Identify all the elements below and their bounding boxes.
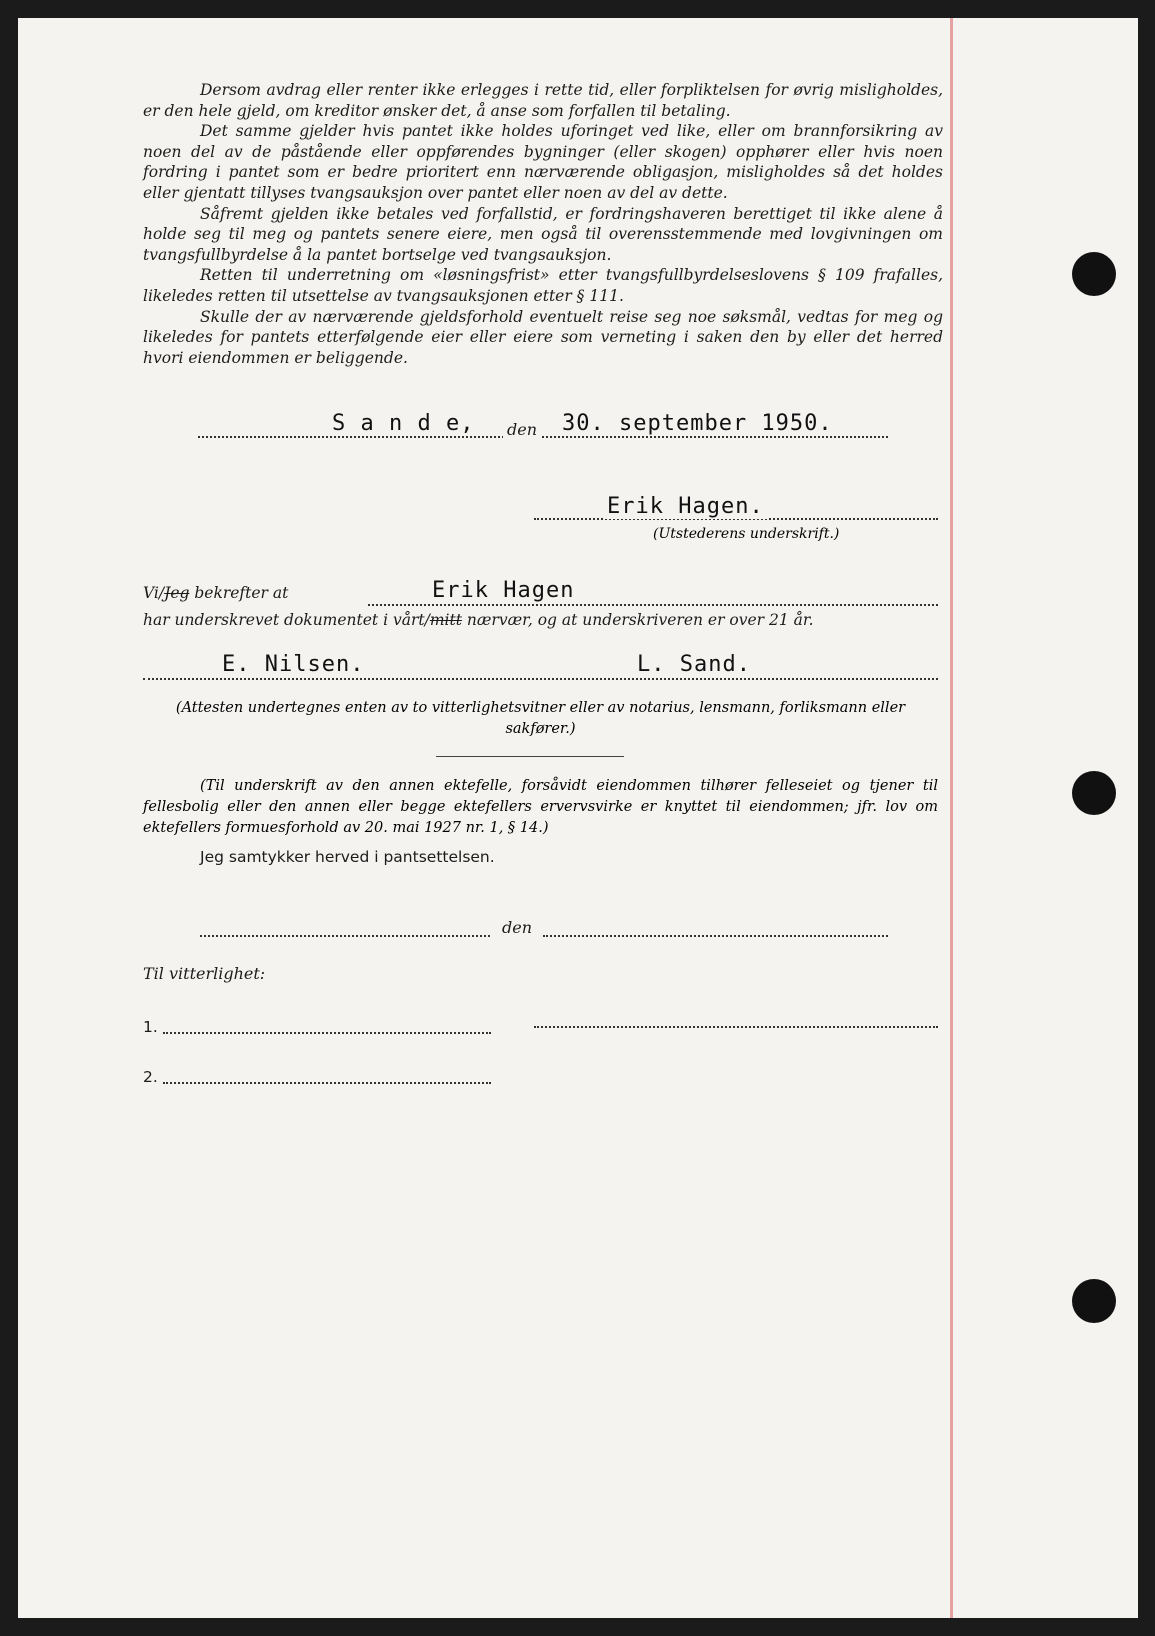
witness-1-signature: E. Nilsen.: [218, 652, 368, 677]
issuer-caption: (Utstederens underskrift.): [653, 526, 840, 542]
clause-paragraph: Retten til underretning om «løsningsfrist» etter tvangsfullbyrdelseslovens § 109 frafalles, likeledes retten til utsettelse av tvangsauksjonen etter § 111.: [143, 266, 943, 305]
clause-paragraph: Såfremt gjelden ikke betales ved forfallstid, er fordringshaveren berettiget til ikke alene å holde seg til meg og pantets senere eiere, men også til overensstemmende med lovgivningen om tvangsfullbyrdelse å la pantet bortselge ved tvangsauksjon.: [143, 204, 943, 264]
terms-text: [143, 80, 943, 368]
consent-text: Jeg samtykker herved i pantsettelsen.: [200, 848, 495, 866]
divider: [436, 756, 624, 757]
attestation-prefix: Vi/Jeg bekrefter at: [143, 584, 289, 602]
red-margin-line: [950, 18, 953, 1618]
spouse-note: (Til underskrift av den annen ektefelle, forsåvidt eiendommen tilhører felleseiet og tjener til fellesbolig eller den annen eller begge ektefellers ervervsvirke er knyttet til eiendommen; jfr. lov om ektefellers formuesforhold av 20. mai 1927 nr. 1, § 14.): [143, 778, 938, 836]
witness-signature-line: [143, 678, 938, 680]
consent-den-label: den: [502, 918, 533, 937]
witness-number-1: 1.: [143, 1018, 158, 1036]
witness-number-2: 2.: [143, 1068, 158, 1086]
witnesses-heading: Til vitterlighet:: [143, 964, 266, 983]
date-typed: 30. september 1950.: [558, 411, 837, 436]
place-typed: S a n d e,: [328, 411, 478, 436]
attestation-statement: har underskrevet dokumentet i vårt/mitt nærvær, og at underskriveren er over 21 år.: [143, 611, 814, 629]
clause-paragraph: Dersom avdrag eller renter ikke erlegges i rette tid, eller forpliktelsen for øvrig misligholdes, er den hele gjeld, om kreditor ønsker det, å anse som forfallen til betaling.: [143, 81, 943, 120]
consent-place-line[interactable]: [200, 935, 490, 937]
attested-signer: Erik Hagen: [428, 578, 578, 603]
clause-paragraph: Skulle der av nærværende gjeldsforhold eventuelt reise seg noe søksmål, vedtas for meg og likeledes for pantets etterfølgende eier eller eiere som verneting i saken den by eller det herred hvori eiendommen er beliggende.: [143, 307, 943, 367]
punch-hole-top: [1072, 252, 1116, 296]
attestation-signer-line: [368, 604, 938, 606]
witness-2-line[interactable]: [163, 1082, 491, 1084]
witness-2-signature: L. Sand.: [633, 652, 755, 677]
den-label: den: [503, 420, 541, 439]
issuer-signature: Erik Hagen.: [603, 494, 768, 519]
punch-hole-middle: [1072, 771, 1116, 815]
document-page: [18, 18, 1138, 1618]
date-line-dots: [198, 436, 888, 438]
clause-paragraph: Det samme gjelder hvis pantet ikke holdes uforinget ved like, eller om brannforsikring av noen del av de påstående eller oppførendes bygninger (eller skogen) opphører eller hvis noen fordring i pantet som er bedre prioritert enn nærværende obligasjon, misligholdes så det holdes eller gjentatt tillyses tvangsauksjon over pantet eller noen av del av dette.: [143, 122, 943, 202]
consent-signature-line[interactable]: [534, 1026, 938, 1028]
punch-hole-bottom: [1072, 1279, 1116, 1323]
consent-date-line[interactable]: [543, 935, 888, 937]
attestation-note: (Attesten undertegnes enten av to vitterlighetsvitner eller av notarius, lensmann, forliksmann eller sakfører.): [175, 700, 906, 737]
witness-1-line[interactable]: [163, 1032, 491, 1034]
